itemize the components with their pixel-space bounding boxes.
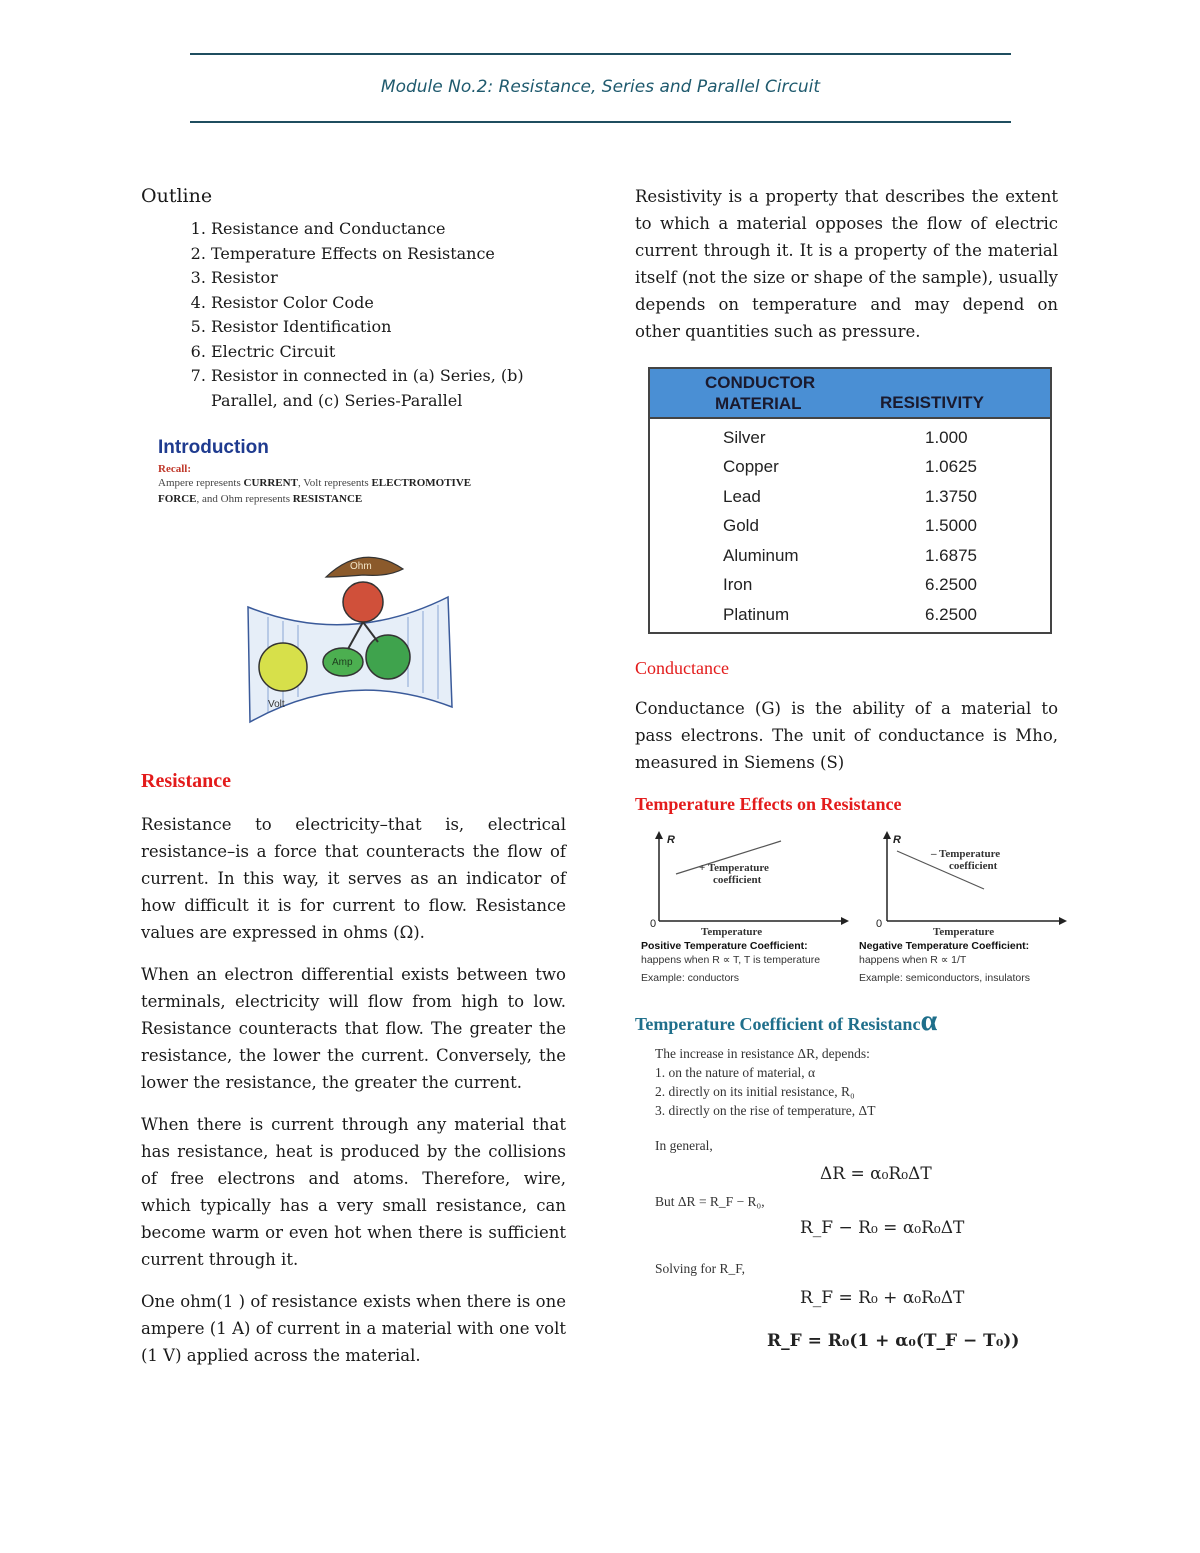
svg-text:coefficient: coefficient	[713, 873, 762, 886]
coefficient-formula-figure	[655, 1046, 1058, 1376]
formula-item: 3. directly on the rise of temperature, ΔT	[655, 1102, 876, 1118]
formula-intro: The increase in resistance ΔR, depends:	[655, 1045, 870, 1061]
table-row: Gold 1.5000	[723, 516, 977, 536]
outline-item: 7. Resistor in connected in (a) Series, (b) Parallel, and (c) Series-Parallel	[211, 364, 566, 413]
positive-caption: Positive Temperature Coefficient: happens when R ∝ T, T is temperature Example: conductors	[641, 939, 821, 984]
resistance-heading: Resistance	[141, 770, 231, 792]
resistance-paragraph-4: One ohm(1 ) of resistance exists when there is one ampere (1 A) of current in a material with one volt (1 V) applied across the material.	[141, 1292, 566, 1365]
recall-line-1: Ampere represents CURRENT, Volt represents ELECTROMOTIVE	[158, 477, 472, 489]
conductance-heading: Conductance	[635, 657, 729, 678]
table-body	[650, 417, 1050, 632]
resistance-paragraph-3: When there is current through any material that has resistance, heat is produced by the collisions of free electrons and atoms. Therefore, wire, which typically has a very small resistance, can become warm or even hot when there is sufficient current through it.	[141, 1115, 566, 1269]
header-rule-top	[190, 53, 1011, 55]
alpha-symbol: α	[920, 1003, 938, 1037]
svg-text:R: R	[893, 833, 901, 846]
outline-list	[141, 217, 566, 413]
outline-item: 3. Resistor	[211, 266, 566, 291]
right-column	[635, 185, 1058, 1376]
resistance-paragraph-1: Resistance to electricity–that is, electrical resistance–is a force that counteracts the flow of current. In this way, it serves as an indicator of how difficult it is for current to flow. Resistance values are expressed in ohms (Ω).	[141, 815, 566, 942]
svg-text:Volt: Volt	[268, 699, 285, 710]
intro-title: Introduction	[158, 437, 269, 458]
positive-coefficient-graph	[641, 829, 851, 939]
svg-text:0: 0	[650, 917, 657, 930]
formula-item: 2. directly on its initial resistance, R₀	[655, 1083, 855, 1099]
volt-character	[259, 643, 307, 691]
outline-item: 1. Resistance and Conductance	[211, 217, 566, 242]
svg-text:+ Temperature: + Temperature	[699, 861, 769, 874]
header-rule-bottom	[190, 121, 1011, 123]
svg-text:Amp: Amp	[332, 657, 353, 668]
recall-label: Recall:	[158, 463, 191, 475]
outline-item: 4. Resistor Color Code	[211, 291, 566, 316]
outline-item: 5. Resistor Identification	[211, 315, 566, 340]
resistance-paragraph-2: When an electron differential exists between two terminals, electricity will flow from high to low. Resistance counteracts that flow. The greater the resistance, the lower the current. Conversely, the lower the resistance, the greater the current.	[141, 965, 566, 1092]
svg-text:R: R	[667, 833, 675, 846]
temperature-graphs	[641, 829, 1071, 1004]
amp-character-2	[366, 635, 410, 679]
conductance-paragraph: Conductance (G) is the ability of a material to pass electrons. The unit of conductance is Mho, measured in Siemens (S)	[635, 698, 1058, 772]
svg-text:Temperature: Temperature	[701, 925, 763, 938]
running-title: Module No.2: Resistance, Series and Parallel Circuit	[380, 77, 821, 97]
table-row: Silver 1.000	[723, 427, 968, 447]
formula-item: 1. on the nature of material, α	[655, 1064, 816, 1080]
svg-text:coefficient: coefficient	[949, 859, 998, 872]
table-row: Copper 1.0625	[723, 457, 977, 477]
svg-text:Temperature: Temperature	[933, 925, 995, 938]
ohm-character	[343, 582, 383, 622]
outline-title: Outline	[141, 185, 213, 207]
recall-line-2: FORCE, and Ohm represents RESISTANCE	[158, 493, 363, 505]
equation-1: ΔR = α₀R₀ΔT	[820, 1163, 932, 1184]
table-header-material: CONDUCTOR MATERIAL	[705, 373, 816, 413]
negative-caption: Negative Temperature Coefficient: happens when R ∝ 1/T Example: semiconductors, insulators	[859, 939, 1030, 984]
equation-3: R_F = R₀ + α₀R₀ΔT	[800, 1287, 965, 1308]
outline-item: 6. Electric Circuit	[211, 340, 566, 365]
negative-coefficient-graph	[859, 829, 1069, 939]
formula-in-general: In general,	[655, 1137, 713, 1153]
formula-but: But ΔR = R_F − R₀,	[655, 1193, 765, 1209]
table-row: Platinum 6.2500	[723, 604, 977, 624]
temperature-effects-heading: Temperature Effects on Resistance	[635, 793, 902, 814]
table-row: Aluminum 1.6875	[723, 545, 977, 565]
table-header-resistivity: RESISTIVITY	[880, 393, 984, 412]
left-column	[141, 185, 566, 1369]
formula-solving: Solving for R_F,	[655, 1260, 746, 1276]
table-header	[650, 369, 1050, 417]
resistivity-paragraph: Resistivity is a property that describes the extent to which a material opposes the flow of electric current through it. It is a property of the material itself (not the size or shape of the sample), usually depends on temperature and may depend on other quantities such as pressure.	[635, 187, 1058, 341]
table-row: Iron 6.2500	[723, 575, 977, 595]
svg-text:Ohm: Ohm	[350, 561, 372, 572]
svg-text:– Temperature: – Temperature	[931, 847, 1001, 860]
ohm-amp-volt-cartoon	[238, 547, 468, 727]
equation-2: R_F − R₀ = α₀R₀ΔT	[800, 1217, 965, 1238]
svg-text:0: 0	[876, 917, 883, 930]
temperature-coefficient-heading: Temperature Coefficient of Resistancα	[635, 1003, 938, 1037]
introduction-figure	[158, 437, 566, 737]
outline-item: 2. Temperature Effects on Resistance	[211, 242, 566, 267]
table-row: Lead 1.3750	[723, 486, 977, 506]
equation-4: R_F = R₀(1 + α₀(T_F − T₀))	[767, 1330, 1020, 1351]
resistivity-table	[648, 367, 1052, 634]
